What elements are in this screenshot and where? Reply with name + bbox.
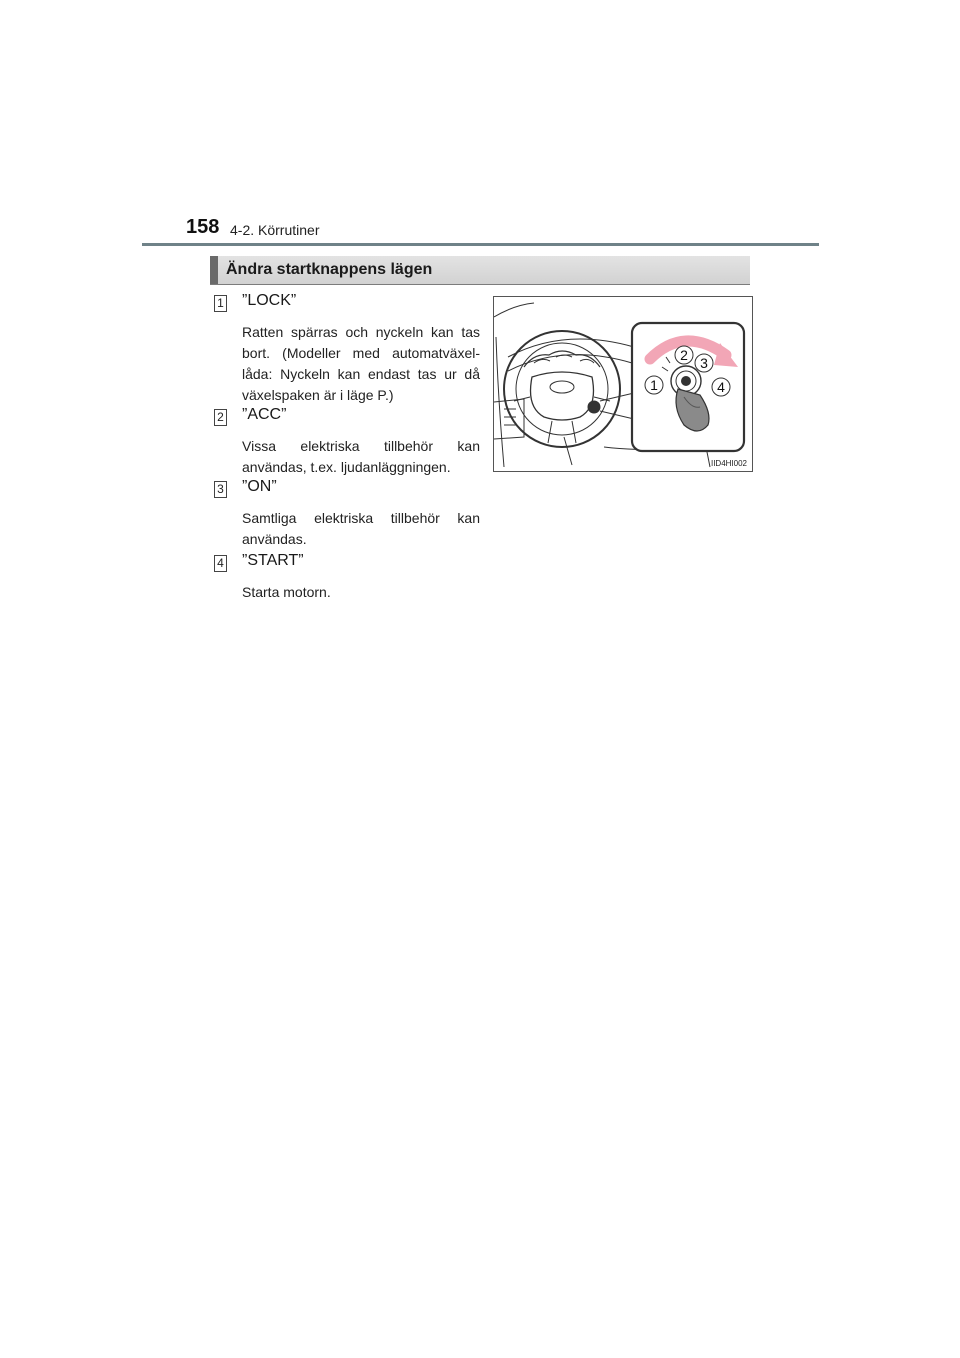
item-description: Ratten spärras och nyckeln kan tas bort. (Modeller med automatväxel-låda: Nyckeln kan endast tas ur då växelspaken är i läge P.)	[242, 324, 480, 403]
item-number-badge: 2	[214, 409, 227, 426]
item-description: Samtliga elektriska tillbehör kan användas.	[242, 510, 480, 547]
header-rule	[142, 243, 819, 246]
item-description: Vissa elektriska tillbehör kan användas, t.ex. ljudanläggningen.	[242, 438, 480, 475]
item-number-badge: 3	[214, 481, 227, 498]
section-accent	[210, 256, 218, 284]
item-description: Starta motorn.	[242, 584, 331, 600]
section-title: Ändra startknappens lägen	[226, 261, 433, 278]
ignition-figure	[493, 296, 753, 472]
item-label: ”ON”	[242, 478, 277, 495]
steering-wheel-outer	[504, 331, 620, 447]
callout-3: 3	[700, 355, 708, 371]
list-item-lock	[214, 292, 480, 412]
page-number: 158	[186, 216, 220, 238]
chapter-title: 4-2. Körrutiner	[230, 222, 320, 238]
figure-code: IID4HI002	[710, 459, 747, 468]
callout-1: 1	[650, 377, 658, 393]
list-item-on	[214, 478, 480, 558]
callout-2: 2	[680, 347, 688, 363]
item-number-badge: 1	[214, 295, 227, 312]
item-label: ”START”	[242, 552, 304, 569]
item-label: ”LOCK”	[242, 292, 297, 309]
callout-4: 4	[717, 379, 725, 395]
item-number-badge: 4	[214, 555, 227, 572]
list-item-start	[214, 552, 480, 612]
list-item-acc	[214, 406, 480, 486]
dashboard-illustration	[494, 297, 752, 471]
item-label: ”ACC”	[242, 406, 287, 423]
section-header	[210, 256, 750, 285]
